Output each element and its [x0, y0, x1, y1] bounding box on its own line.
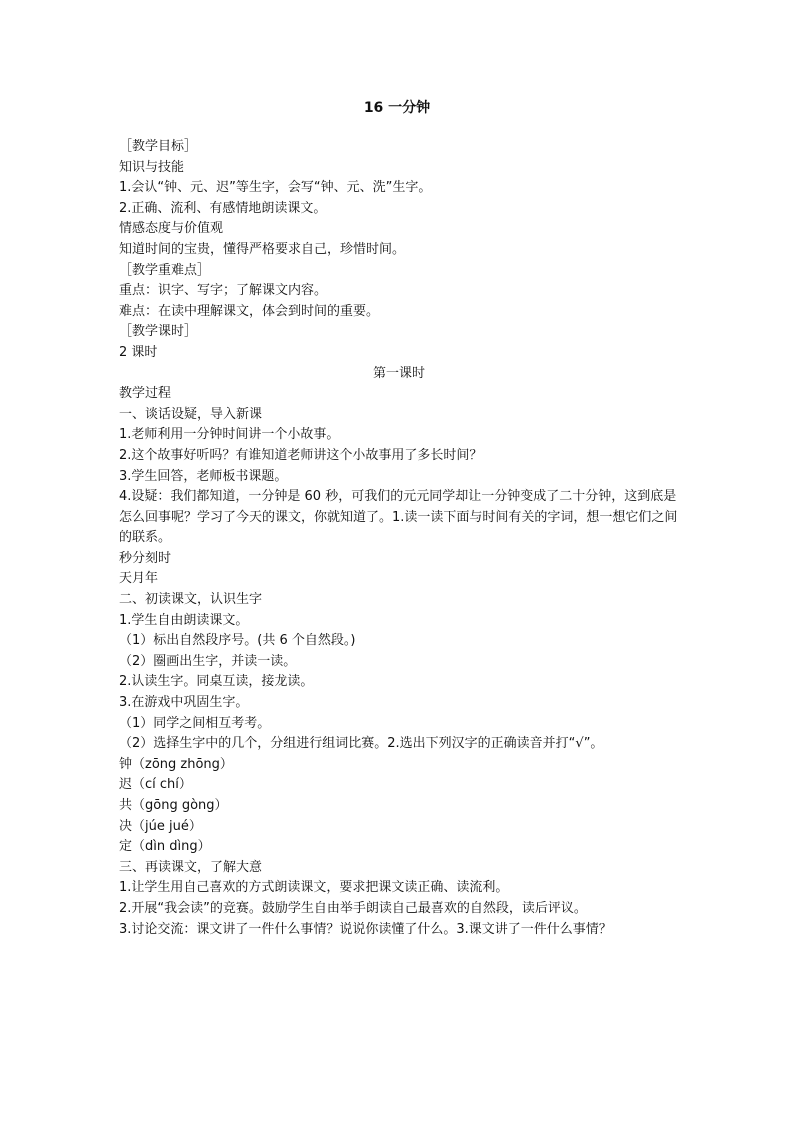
sub-step-item: （2）圈画出生字，并读一读。	[119, 653, 297, 669]
subheading-process: 教学过程	[119, 386, 172, 402]
sub-step-item: （1）同学之间相互考考。	[119, 715, 271, 731]
class-hours-value: 2 课时	[119, 344, 158, 360]
step-heading: 三、再读课文，了解大意	[119, 859, 263, 875]
step-item: 1.让学生用自己喜欢的方式朗读课文，要求把课文读正确、读流利。	[119, 880, 509, 896]
section-heading-key-points: ［教学重难点］	[119, 262, 211, 278]
step-item: 1.学生自由朗读课文。	[119, 612, 249, 628]
objective-item: 1.会认“钟、元、迟”等生字，会写“钟、元、洗”生字。	[119, 180, 432, 196]
step-heading: 二、初读课文，认识生字	[119, 592, 263, 608]
sub-step-item: （2）选择生字中的几个，分组进行组词比赛。2.选出下列汉字的正确读音并打“√”。	[119, 736, 604, 752]
step-item: 2.这个故事好听吗？有谁知道老师讲这个小故事用了多长时间？	[119, 447, 483, 463]
step-item: 1.老师利用一分钟时间讲一个小故事。	[119, 427, 340, 443]
difficulty-item: 难点：在读中理解课文，体会到时间的重要。	[119, 303, 380, 319]
lesson-heading: 第一课时	[372, 365, 425, 381]
step-item: 3.在游戏中巩固生字。	[119, 695, 249, 711]
pinyin-item: 迟（cí chí）	[119, 777, 192, 793]
step-item: 2.认读生字。同桌互读，接龙读。	[119, 674, 314, 690]
key-point-item: 重点：识字、写字；了解课文内容。	[119, 283, 328, 299]
pinyin-item: 决（júe jué）	[119, 818, 202, 834]
step-item: 3.讨论交流：课文讲了一件什么事情？说说你读懂了什么。3.课文讲了一件什么事情？	[119, 921, 612, 937]
pinyin-item: 共（gōng gòng）	[119, 798, 228, 813]
document-body	[119, 137, 679, 940]
pinyin-item: 定（dìn dìng）	[119, 839, 211, 855]
step-heading: 一、谈话设疑，导入新课	[119, 406, 263, 422]
pinyin-item: 钟（zōng zhōng）	[119, 756, 233, 772]
document-title: 16 一分钟	[363, 100, 431, 116]
subheading-attitude-values: 情感态度与价值观	[119, 221, 224, 237]
subheading-knowledge-skills: 知识与技能	[119, 159, 185, 175]
section-heading-objectives: ［教学目标］	[119, 139, 198, 154]
step-item: 2.开展“我会读”的竞赛。鼓励学生自由举手朗读自己最喜欢的自然段，读后评议。	[119, 900, 587, 916]
word-list: 秒分刻时	[119, 550, 172, 566]
word-list: 天月年	[119, 571, 159, 587]
section-heading-class-hours: ［教学课时］	[119, 324, 198, 340]
objective-item: 知道时间的宝贵，懂得严格要求自己，珍惜时间。	[119, 241, 406, 257]
objective-item: 2.正确、流利、有感情地朗读课文。	[119, 200, 327, 216]
step-item-paragraph: 4.设疑：我们都知道，一分钟是 60 秒，可我们的元元同学却让一分钟变成了二十分钟，这到底是怎么回事呢？学习了今天的课文，你就知道了。1.读一读下面与时间有关的字词，想一想它们之间的联系。	[119, 489, 678, 546]
step-item: 3.学生回答，老师板书课题。	[119, 468, 288, 484]
sub-step-item: （1）标出自然段序号。(共 6 个自然段。)	[119, 633, 356, 649]
